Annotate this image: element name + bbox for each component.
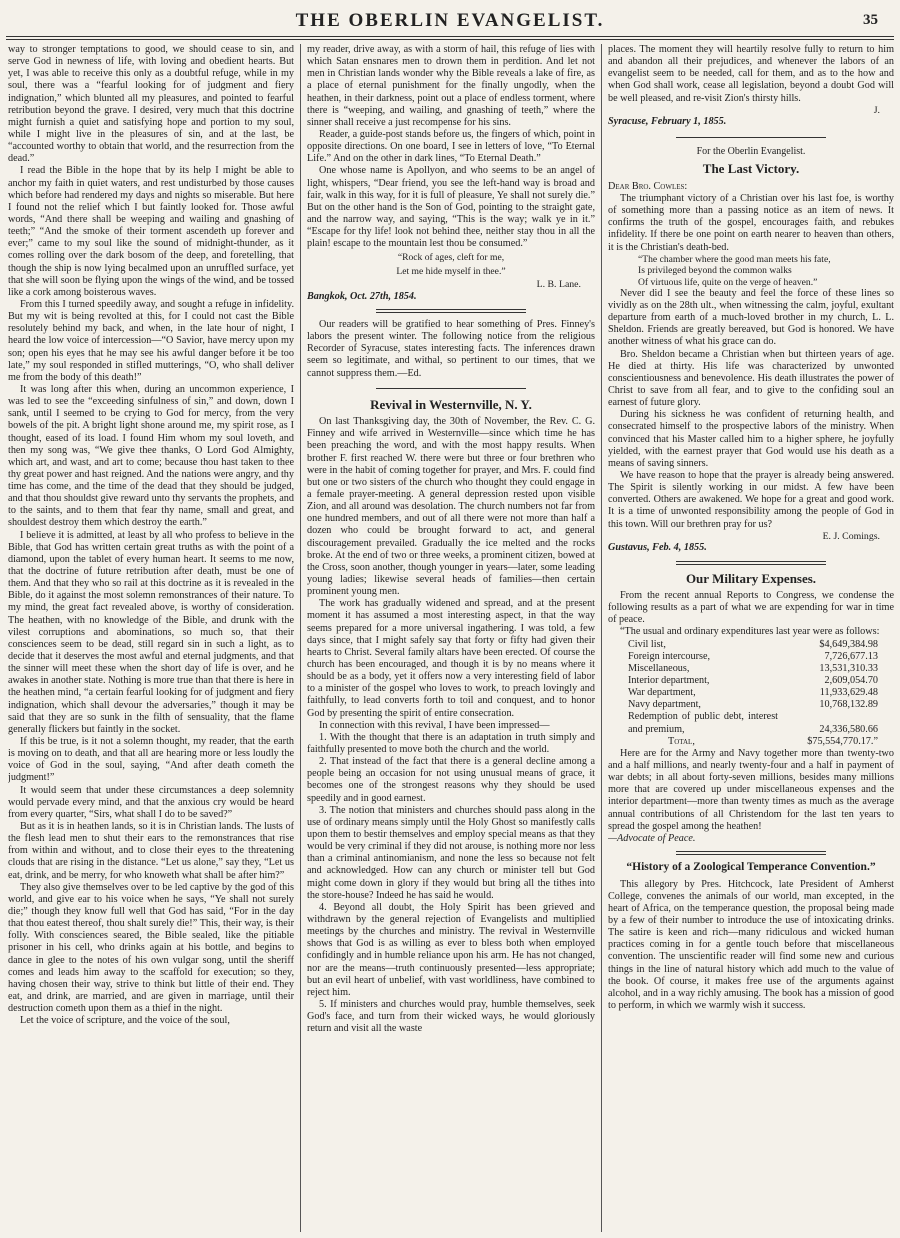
paragraph: 4. Beyond all doubt, the Holy Spirit has been grieved and withdrawn by the general rejection of Evangelists and multiplied meetings by the churches and ministry. The revival in Westernville shows that God is as willing as ever to bless both when employed confidingly and in humble reliance upon his arm. He has not changed, nor are the means—truth continuously presented—less appropriate; but an evil heart of unbelief, with vast worldliness, have combined to reject him.	[307, 901, 595, 998]
column-3	[608, 44, 894, 1230]
page-number: 35	[863, 12, 878, 28]
paragraph: They also give themselves over to be led captive by the god of this world, and give ear to his voice when he says, “Ye shall not surely die;” though they know full well that God has said, “For in the day that thou eatest thereof, thou shalt surely die!” This, their way, is their folly. With consciences seared, the Bible sealed, like the pitiable prisoner in his cell, who drinks again at his bottle, and begins to dance in glee to the notes of his own vulgar song, until the sheriff comes and leads him away to the scaffold for execution; so they, having chosen their way, strive to think but little of their end. They eat, and drink, are married, and are given in marriage, until their destruction cometh upon them as a thief in the night.	[8, 881, 294, 1015]
hymn-verse-line: “Rock of ages, cleft for me,	[397, 252, 505, 264]
author-signature: L. B. Lane.	[536, 279, 581, 291]
expense-row	[608, 651, 894, 663]
expense-amount: 2,609,054.70	[824, 674, 878, 686]
article-separator	[676, 851, 826, 855]
expense-amount: 13,531,310.33	[819, 662, 878, 674]
expense-row	[608, 639, 894, 651]
column-1	[8, 44, 294, 1230]
paragraph: my reader, drive away, as with a storm of hail, this refuge of lies with which Satan ensnares men to drown them in perdition. And let not men in Christian lands wonder why the Bible reveals a lake of fire, as a place of eternal punishment for the finally ungodly, when the heathen, in their darkness, point out a place of endless torment, where there is “weeping, and wailing, and gnashing of teeth,” where the sinner shall receive a just recompense for his sins.	[307, 44, 595, 128]
article-separator	[376, 388, 526, 389]
paragraph: One whose name is Apollyon, and who seems to be an angel of light, whispers, “Dear friend, you see the left-hand way is broad and fair, walk in this way, for it is full of pleasure, Ye shall not surely die.” But on the other hand is the Son of God, pointing to the straight gate, and the narrow way, and saying, “This is the way; walk ye in it.” “Escape for thy life! look not behind thee, neither stay thou in all the plain! escape to the mountain lest thou be consumed.”	[307, 165, 595, 250]
paragraph: If this be true, is it not a solemn thought, my reader, that the earth is moving on to death, and that all are hearing more or less loudly the voice of God in the soul, saying, “And after death cometh the judgment!”	[8, 736, 294, 784]
paragraph: On last Thanksgiving day, the 30th of November, the Rev. C. G. Finney and wife arrived in Westernville—since which time he has been preaching the word, and with the most happy results. When brother F. first reached W. there were but three or four brethren who were in the habit of coming together for prayer, and Mrs. F. could find but one or two sisters of the church who thought they could engage in a female prayer-meeting. A general depression rested upon visible Zion, and all around was desolation. The church numbers not far from one hundred members, and out of all there were not more than half a dozen who could be brought forward to act, and general discouragement prevailed. Gradually the ice melted and the rocks broke. At the end of two or three weeks, a prominent citizen, bowed at the Cross, soon another, though younger in years—later, some leading young ladies; likewise several heads of families—then certain prominent young men.	[307, 416, 595, 598]
paragraph: This allegory by Pres. Hitchcock, late President of Amherst College, convenes the animals of our world, man excepted, in the heart of Africa, on the temperance question, the proposal being made by a few of their number to introduce the use of intoxicating drinks. The satire is keen and rich—many ridiculous and wicked human practices coming in for a gentle touch before that miscellaneous convention. The unscientific reader will find some new and curious things in the line of natural history which add much to the value of the book. Of course, it makes free use of the arguments against alcohol, and in a way richly amusing. The book has a mission of good to perform, in which we warmly wish it success.	[608, 878, 894, 1012]
paragraph: I read the Bible in the hope that by its help I might be able to anchor my faith in quiet waters, and rest undisturbed by those causes which before had rendered my days and nights so miserable. But here I found not the relief which I but faintly looked for. Those awful words, “And there shall be weeping and wailing and gnashing of teeth;” “And the smoke of their torment ascendeth up forever and ever;” came to my soul like the sound of midnight-thunder, as it comes rolling over the dark bosom of the deep, and foretelling, that though the ship is now lying becalmed upon an unruffled surface, yet that she will soon be flying upon the wings of the wind, and be tossed like a cork among boisterous waves.	[8, 165, 294, 298]
author-signature: J.	[873, 104, 880, 116]
paragraph: We have reason to hope that the prayer is already being answered. The Spirit is silently working in our midst. A few have been converted. Others are awakened. We hope for a great and good work. It is a time of unwonted responsibility among the people of God in this town. Will our brethren pray for us?	[608, 470, 894, 530]
paragraph: way to stronger temptations to good, we should cease to sin, and serve God in newness of life, with loving and obedient hearts. But yet, I was able to receive this only as a doubtful refuge, while in my soul, there was a “fearful looking for of judgment and fiery indignation,” which blunted all my pleasures, and pointed to fearful retribution beyond the grave. I desired, very much that this doctrine might furnish a quiet and satisfying hope and portion to my soul, while I might live in the pleasures of sin, and at the last, be “accounted worthy to obtain that world, and the resurrection from the dead.”	[8, 44, 294, 165]
paragraph: Never did I see the beauty and feel the force of these lines so vividly as on the 28th ult., when witnessing the calm, joyful, exultant departure from earth of a much-loved brother in my church, L. L. Sheldon. Friends are greatly bereaved, but God is honored. We have another witness of what his grace can do.	[608, 287, 894, 348]
dateline: Syracuse, February 1, 1855.	[608, 116, 727, 128]
dateline: Gustavus, Feb. 4, 1855.	[608, 542, 707, 554]
expense-amount: 24,336,580.66	[819, 723, 878, 735]
paragraph: From this I turned speedily away, and sought a refuge in infidelity. But my wit is being revolted at this, for I could not cast the Bible resolutely behind my back, and when, in the late hour of night, I heard the low voice of intercession—“O Savior, have mercy upon my son; open his eyes that he may see his awful danger before it be too late,” my soul responded in stifled mutterings, “O, who shall deliver me from the body of this death!”	[8, 298, 294, 383]
paragraph: The work has gradually widened and spread, and at the present moment it has assumed a most interesting aspect, in that the way seems prepared for a more universal ingathering. I was told, a few days since, that I might safely say that forty or fifty had given their hearts to Christ. Several family altars have been erected. Of course the church has been encouraged, and though it is by no means where it should be as a body, yet it offers now a very interesting field of labor to a minister of the gospel who loves to work, to preach lovingly and faithfully, to lead converts forth to toil and conquest, and to honor God by presenting the spirit of entire consecration.	[307, 598, 595, 719]
paragraph: I believe it is admitted, at least by all who profess to believe in the Bible, that God has written certain great truths as with the point of a diamond, upon the tablet of every human heart. It seems to me now, that the doctrine of future retribution after death, must be one of them. And that they who so rail at this doctrine as it is revealed in the Bible, do it against the most solemn remonstrances of their nature. To my mind, the great fact revealed above, is worthy of consideration. The heathen, with no knowledge of the Bible, and drunk with the vilest corruptions and abominations, so much so, that their consciences seem to be dead, still regard sin in such a light, as to decide that it deserves the most awful and eternal judgments, and that the sinner will meet these when the short day of life is over, and he awakes in another state. Nothing is more true than that there is here in the heathen mind, “a certain fearful looking for of judgment and fiery indignation, which shall devour the adversaries,” though it may be said that they are so sunk in the filth of sensuality, that the flame generally flickers but faintly in the socket.	[8, 529, 294, 735]
poem-line: Of virtuous life, quite on the verge of heaven.”	[638, 276, 818, 288]
paragraph: It was long after this when, during an uncommon experience, I was led to see the “exceeding sinfulness of sin,” and down, down I sank, until I seemed to be crying to God for mercy, from the very bowels of the pit. A bright light shone around me, my spirit rose, as I thought, eased of its load. I found Him whom my soul loveth, and then my song was, “We give thee thanks, O Lord God Almighty, which art, and wast, and art to come; because thou hast taken to thee thy great power and hast reigned. And the nations were angry, and thy time has come, and the time of the dead that they should be judged, and that thou shouldst give reward unto thy servants the prophets, and to the saints, and to them that fear thy name, small and great, and shouldest destroy them which destroy the earth.”	[8, 383, 294, 529]
article-separator	[376, 309, 526, 313]
expense-amount: 10,768,132.89	[819, 699, 878, 711]
expense-label: War department,	[628, 687, 696, 699]
running-title: THE OBERLIN EVANGELIST.	[295, 10, 605, 31]
poem-line: Is privileged beyond the common walks	[638, 265, 792, 277]
paragraph: In connection with this revival, I have been impressed—	[319, 719, 550, 731]
paragraph: “The usual and ordinary expenditures last year were as follows:	[620, 626, 880, 638]
header-rule	[6, 36, 894, 40]
expense-row	[608, 663, 894, 675]
salutation: Dear Bro. Cowles:	[608, 180, 688, 192]
paragraph: It would seem that under these circumstances a deep solemnity would pervade every mind, and that the anxious cry would be heard from every quarter, “Sirs, what shall I do to be saved?”	[8, 784, 294, 820]
expense-row	[608, 699, 894, 711]
hymn-verse-line: Let me hide myself in thee.”	[396, 265, 506, 277]
paragraph: The triumphant victory of a Christian over his last foe, is worthy of something more than a passing notice as an item of news. It confirms the truth of the gospel, encourages faith, and rebukes infidelity. If there be one point on earth nearer to heaven than others, it is the Christian's death-bed.	[608, 193, 894, 253]
expense-label: Redemption of public debt, interest and premium,	[628, 711, 778, 735]
article-heading: “History of a Zoological Temperance Convention.”	[626, 860, 876, 873]
paragraph: But as it is in heathen lands, so it is in Christian lands. The lusts of the flesh lead men to shut their ears to the remonstrances that rise from within and without, and to close their eyes to the threatening clouds that are rising in the distance. “Let us alone,” say they, “Let us eat, drink, and be merry, for who knoweth what shall be after him?”	[8, 821, 294, 881]
paragraph: 5. If ministers and churches would pray, humble themselves, seek God's face, and turn from their wicked ways, he would gloriously return and visit all the waste	[307, 998, 595, 1035]
poem-line: “The chamber where the good man meets his fate,	[638, 253, 831, 265]
expense-label: Civil list,	[628, 638, 666, 650]
column-divider	[601, 44, 602, 1232]
expense-total-row	[608, 736, 894, 748]
author-signature: E. J. Comings.	[822, 530, 880, 542]
expense-table	[608, 639, 894, 748]
expense-row	[608, 675, 894, 687]
expense-amount: 7,726,677.13	[824, 650, 878, 662]
page-header	[0, 0, 900, 40]
expense-row	[608, 711, 894, 735]
expense-label: Navy department,	[628, 699, 701, 711]
expense-label: Miscellaneous,	[628, 662, 690, 674]
total-amount: $75,554,770.17.”	[807, 735, 878, 747]
article-heading: Our Military Expenses.	[685, 570, 817, 586]
column-divider	[300, 44, 301, 1232]
article-heading: The Last Victory.	[702, 161, 800, 177]
paragraph: 1. With the thought that there is an adaptation in truth simply and faithfully presented to move both the church and the world.	[307, 731, 595, 755]
paragraph: Here are for the Army and Navy together more than twenty-two and a half millions, and nearly twenty-four and a half in payment of war debts; in all about forty-seven millions, besides many millions more that are covered up under miscellaneous expenses and the interior department—more than twenty times as much as the average annual contributions of all Christendom for the last ten years to spread the gospel among the heathen!	[608, 747, 894, 832]
editor-note: Our readers will be gratified to hear something of Pres. Finney's labors the present winter. The following notice from the religious Recorder of Syracuse, states interesting facts. The inferences drawn seem so legitimate, and withal, so pertinent to our times, that we cannot suppress them.—Ed.	[307, 319, 595, 379]
expense-amount: $4,649,384.98	[819, 638, 878, 650]
paragraph: Bro. Sheldon became a Christian when but thirteen years of age. He died at thirty. His life was characterized by unwonted conscientiousness and benevolence. His death illustrates the power of Christ to save from all fear, and to give to the confiding soul an earnest of future glory.	[608, 348, 894, 409]
total-label: Total,	[668, 735, 695, 747]
expense-amount: 11,933,629.48	[819, 687, 878, 699]
dateline: Bangkok, Oct. 27th, 1854.	[307, 290, 417, 302]
expense-row	[608, 687, 894, 699]
paragraph: Let the voice of scripture, and the voice of the soul,	[20, 1015, 230, 1027]
article-separator	[676, 561, 826, 565]
paragraph: places. The moment they will heartily resolve fully to return to him and abandon all their prejudices, and whenever the labors of an evangelist seem to be needed, call for them, and as to the how and when God shall work, cease all legislation, beyond a doubt God will be well pleased, and re-visit Zion's thirsty hills.	[608, 44, 894, 104]
source-credit: —Advocate of Peace.	[608, 832, 696, 844]
paragraph: 2. That instead of the fact that there is a general decline among a people being an occasion for not using unusual means of grace, it becomes one of the strongest reasons why they should be used speedily and in good earnest.	[307, 756, 595, 804]
paragraph: During his sickness he was confident of returning health, and consecrated himself to the prospective labors of the ministry. When convinced that his Master called him to a higher sphere, he joyfully yielded, with the earnest prayer that God would use his death as a means of saving sinners.	[608, 409, 894, 469]
expense-label: Foreign intercourse,	[628, 650, 711, 662]
paragraph: 3. The notion that ministers and churches should pass along in the use of ordinary means simply until the Holy Ghost so manifestly calls upon them to bestir themselves and employ special means as that they would be very criminal if they did not arouse, is nothing more nor less than a criminal antinomianism, and none the less so because not felt and acknowledged. How can any church or minister tell but God might come down in glory if they would but bring all the tithes into the store-house? Indeed he has said he would.	[307, 804, 595, 901]
article-separator	[676, 137, 826, 138]
expense-label: Interior department,	[628, 674, 710, 686]
paragraph: Reader, a guide-post stands before us, the fingers of which, point in opposite directions. On one board, I see in letters of love, “To Eternal Life.” And on the other in dark lines, “To Eternal Death.”	[307, 128, 595, 165]
column-2	[307, 44, 595, 1230]
article-heading: Revival in Westernville, N. Y.	[370, 396, 532, 412]
paragraph: From the recent annual Reports to Congress, we condense the following results as a part of what we are expending for war in time of peace.	[608, 590, 894, 626]
attribution-line: For the Oberlin Evangelist.	[696, 145, 806, 157]
